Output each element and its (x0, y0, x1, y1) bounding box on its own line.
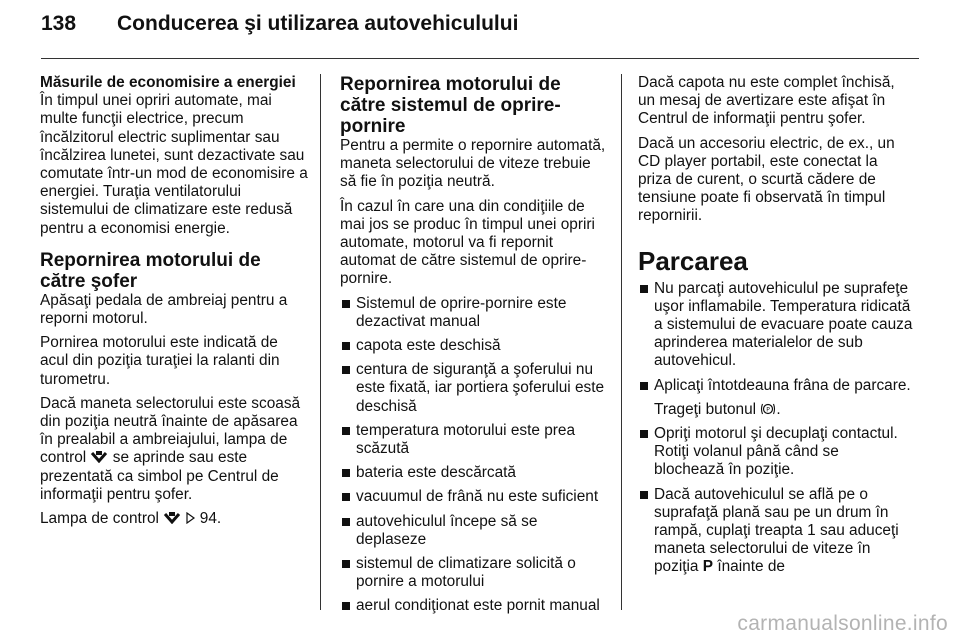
bullet-icon (640, 430, 648, 438)
paragraph: Pentru a permite o repornire automată, maneta selectorului de viteze trebuie să fie în poziţia neutră. (340, 137, 606, 191)
text-span: . (776, 400, 781, 418)
bullet-icon (342, 560, 350, 568)
list-item (340, 337, 610, 355)
bullet-icon (640, 491, 648, 499)
list-item (340, 513, 610, 549)
restart-conditions-list (340, 295, 610, 616)
text-span: Dacă maneta selectorului este scoasă din poziţia neutră înainte de apăsarea în prealabil a ambreiajului, lampa de control (40, 394, 301, 467)
list-item (638, 486, 913, 577)
column-1 (40, 74, 310, 534)
autostop-lamp-icon (163, 512, 181, 524)
bullet-icon (342, 427, 350, 435)
list-item-text: Aplicaţi întotdeauna frâna de parcare. (654, 376, 911, 394)
driver-restart-heading: Repornirea motorului de către şofer (40, 249, 261, 292)
svg-text:P: P (766, 406, 771, 414)
text-span: Trageţi butonul (654, 400, 757, 418)
paragraph: Dacă capota nu este complet închisă, un mesaj de avertizare este afişat în Centrul de informaţii pentru şofer. (638, 74, 895, 128)
list-item (340, 295, 610, 331)
paragraph: În cazul în care una din condiţiile de mai jos se produc în timpul unei opriri automate, motorul va fi repornit automat de către sistemul de oprire-pornire. (340, 197, 595, 288)
paragraph: Apăsaţi pedala de ambreiaj pentru a reporni motorul. (40, 291, 288, 328)
page-reference: 94. (199, 510, 222, 528)
list-item-text: temperatura motorului este prea scăzută (356, 421, 576, 458)
page-number: 138 (41, 12, 77, 35)
bullet-icon (342, 518, 350, 526)
list-item-text: Dacă autovehiculul se află pe o suprafaţă plană sau pe un drum în rampă, cuplaţi treapta 1 sau aduceţi maneta selectorului de viteze în poziţia (654, 485, 899, 576)
watermark: carmanualsonline.info (737, 612, 948, 635)
control-lamp-paragraph (40, 395, 310, 504)
page-title: Conducerea şi utilizarea autovehiculului (117, 12, 519, 35)
list-item-text: Nu parcaţi autovehiculul pe suprafeţe uşor inflamabile. Temperatura ridicată a sistemului de evacuare poate cauza aprinderea materialelor de sub autovehicul. (654, 279, 913, 370)
bullet-icon (342, 366, 350, 374)
header-divider (41, 58, 919, 59)
list-item-text: înainte de (717, 558, 785, 576)
list-item (340, 488, 610, 506)
column-3 (638, 74, 913, 583)
column-2 (340, 74, 610, 622)
list-item (340, 422, 610, 458)
text-span: Lampa de control (40, 510, 159, 528)
text-span: se aprinde sau este prezentată ca simbol pe Centrul de informaţii pentru şofer. (40, 449, 279, 503)
bullet-icon (342, 342, 350, 350)
parking-brake-icon (760, 402, 776, 416)
paragraph: Dacă un accesoriu electric, de ex., un CD player portabil, este conectat la priza de curent, o scurtă cădere de tensiune poate fi observată în timpul repornirii. (638, 134, 895, 225)
list-item-text: autovehiculul începe să se deplaseze (356, 512, 538, 548)
column-divider-1 (320, 74, 321, 610)
list-item (340, 361, 610, 416)
bullet-icon (342, 602, 350, 610)
bullet-icon (640, 382, 648, 390)
list-item-text: vacuumul de frână nu este suficient (356, 488, 599, 506)
list-item (340, 464, 610, 482)
list-item-text: aerul condiţionat este pornit manual (356, 597, 600, 615)
parking-heading: Parcarea (638, 245, 748, 276)
bullet-icon (640, 285, 648, 293)
list-item-text: centura de siguranţă a şoferului nu este fixată, iar portiera şoferului este deschisă (356, 361, 605, 415)
column-divider-2 (621, 74, 622, 610)
list-item-text: bateria este descărcată (356, 464, 516, 482)
gear-position-p: P (702, 558, 714, 576)
bullet-icon (342, 300, 350, 308)
autostop-lamp-icon (90, 451, 108, 463)
energy-saving-paragraph: În timpul unei opriri automate, mai multe funcţii electrice, precum încălzitorul electric suplimentar sau încălzirea lunetei, sunt dezactivate sau comutate într-un mod de economisire a energiei. Turaţia ventilatorului sistemului de climatizare este redusă pentru a economisi energie. (40, 92, 308, 237)
list-item-text: capota este deschisă (356, 337, 501, 355)
list-item-subtext (654, 401, 913, 419)
list-item (340, 597, 610, 615)
bullet-icon (342, 493, 350, 501)
bullet-icon (342, 469, 350, 477)
paragraph: Pornirea motorului este indicată de acul din poziţia turaţiei la ralanti din turometru. (40, 334, 280, 388)
parking-list (638, 280, 913, 577)
list-item (638, 425, 913, 480)
page-header (41, 8, 518, 40)
control-lamp-reference (40, 510, 310, 528)
list-item (340, 555, 610, 591)
list-item (638, 280, 913, 371)
list-item-text: Sistemul de oprire-pornire este dezactivat manual (356, 294, 567, 330)
system-restart-heading: Repornirea motorului de către sistemul de oprire-pornire (340, 74, 561, 137)
energy-saving-subheading: Măsurile de economisire a energiei (40, 74, 296, 91)
list-item-text: Opriţi motorul şi decuplaţi contactul. Rotiţi volanul până când se blochează în poziţie. (654, 425, 898, 479)
list-item-text: sistemul de climatizare solicită o pornire a motorului (356, 555, 576, 591)
list-item (638, 377, 913, 419)
page-reference-arrow-icon (186, 512, 196, 524)
